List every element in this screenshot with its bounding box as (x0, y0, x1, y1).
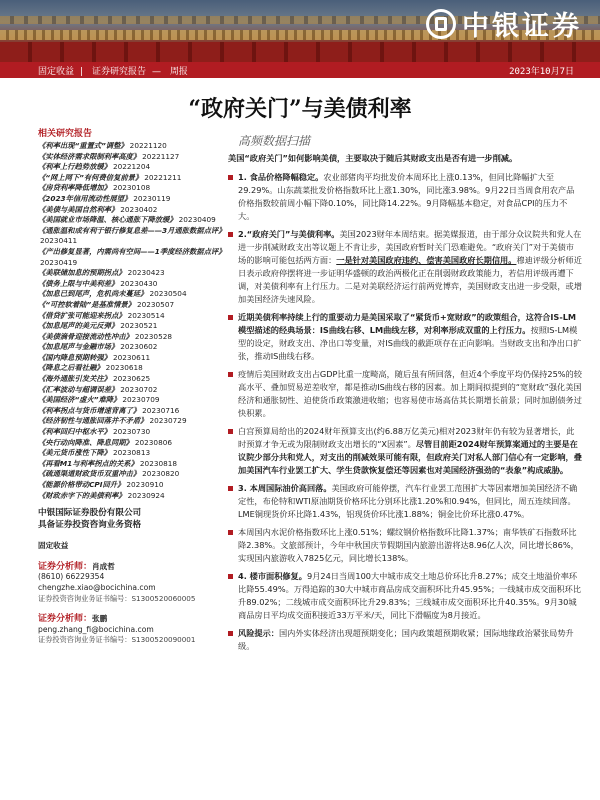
related-report-date: 20230924 (127, 490, 165, 500)
related-report-date: 20230813 (112, 448, 151, 458)
paragraph-text: 白宫预算局给出的2024财年预算支出(约6.88万亿美元)相对2023财年仍有较为显著增长，此时预算才争无或为限制财政支出增长的“X因素”。 (238, 426, 575, 449)
related-report-date: 20230409 (178, 215, 216, 225)
content-paragraph (228, 311, 582, 363)
related-reports-heading: 相关研究报告 (38, 129, 93, 139)
related-report-date: 20230528 (134, 331, 172, 341)
related-report-date: 20230119 (133, 193, 171, 203)
related-report-title: 《汇率波动与超调误差》 (38, 384, 119, 394)
related-report-title: 《借贷扩张可能迎来拐点》 (38, 310, 126, 320)
related-report-date: 20221204 (112, 162, 151, 172)
related-report-title: 《再看M1与利率拐点的关系》 (38, 458, 138, 468)
paragraph-text: 疫情后美国财政支出占GDP比重一度畸高，随后虽有所回落，但近4个季度平均仍保持25%的较高水平、叠加贸易逆差收窄，都是推动IS曲线右移的因素。加上期间拟提到的“宽财政”强化美国经济和通胀韧性、迫使货币政策激进收缩；也容易使市场高估其长期增长前景；同时加剧债务过快积累。 (238, 369, 582, 418)
related-report-title: 《产出修复显著，内需尚有空间——1季度经济数据点评》 (38, 246, 226, 256)
related-report-item[interactable] (38, 427, 226, 438)
related-report-title: 《降息之后看社融》 (38, 363, 104, 373)
related-report-item[interactable] (38, 247, 226, 268)
related-report-date: 20230108 (112, 183, 151, 193)
paragraph-text: 本周国内水泥价格指数环比上涨0.51%；螺纹钢价格指数环比降1.37%；南华铁矿石指数环比降2.38%。文旅部预计，今年中秋国庆节假期国内旅游出游将达8.96亿人次，同比增长86%，实现国内旅游收入7825亿元，同比增长138%。 (238, 527, 579, 563)
related-report-title: 《美债与美国自然利率》 (38, 204, 119, 214)
paragraph-bold2: 尽管目前距2024财年预算案通过的主要是在议院少部分共和党人，对支出的削减效果可能有限，但政府关门对私人部门信心有一定影响，叠加美国汽车行业罢工扩大、学生贷款恢复偿还等因素也对美国经济强劲的“表象”构成威胁。 (238, 439, 582, 475)
related-report-title: 《美元货币涨性下降》 (38, 448, 111, 458)
bullet-square-icon (228, 530, 233, 535)
content-paragraph (228, 627, 582, 653)
related-report-date: 20230702 (120, 384, 158, 394)
related-report-title: 《“可控软着陆”是基准情景》 (38, 299, 135, 309)
related-report-date: 20230430 (120, 278, 158, 288)
analyst-block (38, 614, 226, 646)
related-report-item[interactable] (38, 416, 226, 427)
related-report-item[interactable] (38, 469, 226, 480)
analyst-email[interactable]: peng.zhang_fi@bocichina.com (38, 624, 154, 634)
related-report-date: 20230602 (120, 342, 158, 352)
report-title: “政府关门”与美债利率 (188, 96, 412, 122)
related-report-item[interactable] (38, 152, 226, 163)
bullet-square-icon (228, 429, 233, 434)
sector-label: 固定收益 (38, 541, 69, 551)
content-paragraph (228, 425, 582, 477)
related-report-title: 《加息尾声与金融市场》 (38, 342, 119, 352)
paragraph-bold: 4. 楼市面积修复。 (238, 571, 307, 581)
analyst-role: 证券分析师： (38, 561, 93, 572)
related-report-date: 20230716 (142, 405, 180, 415)
related-report-item[interactable] (38, 279, 226, 290)
related-report-item[interactable] (38, 342, 226, 353)
related-report-date: 20230730 (112, 427, 151, 437)
info-bar (0, 62, 600, 78)
related-report-date: 20230910 (126, 480, 164, 489)
related-report-item[interactable] (38, 194, 226, 205)
sector-label-block (38, 541, 226, 552)
content-paragraph (228, 171, 582, 223)
related-report-item[interactable] (38, 173, 226, 184)
related-report-date: 20221127 (142, 151, 180, 161)
related-report-item[interactable] (38, 311, 226, 322)
related-report-date: 20230504 (149, 289, 187, 299)
related-report-item[interactable] (38, 226, 226, 247)
related-report-item[interactable] (38, 363, 226, 374)
related-report-item[interactable] (38, 162, 226, 173)
related-report-title: 《利率拐点与货币增速背离了》 (38, 405, 141, 415)
analyst-cert: 证券投资咨询业务证书编号：S1300520060005 (38, 593, 196, 603)
related-report-title: 《加息尾声的美元反弹》 (38, 321, 119, 331)
bank-logo-icon (426, 9, 456, 39)
banner-wall (0, 42, 600, 62)
analyst-block (38, 562, 226, 604)
paragraph-bold: 1. 食品价格降幅稳定。 (238, 172, 324, 182)
content-paragraph (228, 368, 582, 420)
related-report-item[interactable] (38, 480, 226, 491)
related-report-date: 20221120 (129, 141, 167, 150)
paragraph-bold: 近期美债利率持续上行的重要动力是美国采取了“紧货币+宽财政”的政策组合，这符合IS-LM模型描述的经典场景：IS曲线右移、LM曲线左移，对利率形成双重的上行压力。 (238, 312, 577, 335)
related-report-title: 《2023年信用流动性展望》 (38, 193, 132, 203)
section-labels: 固定收益 | 证券研究报告 — 周报 (38, 66, 188, 77)
paragraph-text: 国内外实体经济出现超预期变化；国内政策超预期收紧；国际地缘政治紧张局势升级。 (238, 628, 574, 651)
brand-logo (426, 4, 582, 43)
related-report-item[interactable] (38, 289, 226, 300)
related-report-date: 20230507 (136, 299, 175, 309)
related-report-date: 20230820 (142, 469, 180, 479)
header-banner (0, 0, 600, 62)
analyst-name: 张鹏 (92, 614, 108, 624)
related-report-title: 《加息已到尾声，危机尚未蔓延》 (38, 289, 148, 299)
related-report-item[interactable] (38, 459, 226, 470)
analyst-email[interactable]: chengzhe.xiao@bocichina.com (38, 582, 156, 592)
related-report-title: 《海外通胀引发关注》 (38, 374, 111, 384)
related-report-date: 20230729 (149, 416, 187, 426)
related-report-item[interactable] (38, 395, 226, 406)
report-subtitle: 高频数据扫描 (238, 134, 311, 148)
related-report-title: 《美国就业市场降温、核心通胀下降放缓》 (38, 215, 177, 225)
related-report-item[interactable] (38, 321, 226, 332)
related-report-title: 《利率回归中枢水平》 (38, 427, 111, 437)
section-label: 周报 (169, 66, 188, 77)
related-report-title: 《利率上行趋势放缓》 (38, 162, 111, 172)
section-label: 证券研究报告 (91, 66, 146, 77)
main-content (228, 152, 582, 658)
related-report-item[interactable] (38, 268, 226, 279)
related-report-item[interactable] (38, 183, 226, 194)
firm-info (38, 507, 226, 531)
related-report-title: 《美联储加息的预期拐点》 (38, 268, 126, 278)
firm-qualification: 具备证券投资咨询业务资格 (38, 520, 142, 531)
content-paragraph (228, 228, 582, 306)
bullet-square-icon (228, 372, 233, 377)
related-report-title: 《利率出现“重置式”调整》 (38, 141, 128, 150)
related-report-title: 《能源价格带动CPI回升》 (38, 480, 125, 489)
related-report-title: 《实体经济需求限制利率高度》 (38, 151, 141, 161)
paragraph-underline: 一是针对美国政府违约、偿害美国政府长期信用。 (336, 255, 517, 265)
related-report-date: 20230818 (139, 458, 178, 468)
bullet-square-icon (228, 232, 233, 237)
section-label: 固定收益 (38, 66, 75, 77)
related-report-item[interactable] (38, 491, 226, 502)
related-report-title: 《央行动向降准、降息同期》 (38, 437, 133, 447)
content-paragraph (228, 526, 582, 565)
bullet-square-icon (228, 631, 233, 636)
content-paragraph (228, 482, 582, 521)
related-report-title: 《疏通渠道财政货币双重冲击》 (38, 469, 141, 479)
related-report-item[interactable] (38, 205, 226, 216)
paragraph-bold: 2.“政府关门”与美债利率。 (238, 229, 340, 239)
related-report-date: 20230514 (127, 310, 165, 320)
paragraph-text: 9月24日当周100大中城市成交土地总价环比升8.27%；成交土地溢价率环比降55.49%。万得追踪的30大中城市商品房成交面积环比升45.95%；一线城市成交面积环比升89.02%；二线城市成交面积环比升29.83%；三线城市成交面积环比升40.35%。9月30城商品房日平均成交面积接近33万平米/天，同比下滑幅度为8月接近。 (238, 571, 582, 620)
paragraph-text: 美国政府可能停摆，汽车行业罢工范围扩大等因素增加美国经济不确定性，布伦特和WTI原油期货价格环比分别环比涨1.20%和0.94%，但同比，周五连续回落。LME铜现货价环比降1.43%，铝现货价环比涨1.88%；铜金比价环比涨0.47%。 (238, 483, 578, 519)
paragraph-text: 美国2023财年本周结束。据美媒报道，由于部分众议院共和党人在进一步削减财政支出等议题上不肯让步，美国政府暂时关门恐难避免。“政府关门”对于美债市场的影响可能包括两方面： (238, 229, 582, 265)
related-report-title: 《通胀温和成有利于银行修复息差——3月通胀数据点评》 (38, 225, 226, 235)
paragraph-list (228, 171, 582, 653)
content-paragraph (228, 570, 582, 622)
paragraph-text: 按照IS-LM模型的设定，财政支出、净出口等变量，对IS曲线的截距项存在正向影响。当财政支出和净出口扩张，推动IS曲线右移。 (238, 325, 582, 361)
related-report-title: 《“网上网下”有何费倍复前景》 (38, 172, 143, 182)
firm-name: 中银国际证券股份有限公司 (38, 508, 142, 519)
related-report-date: 20230521 (120, 321, 158, 331)
bullet-square-icon (228, 574, 233, 579)
related-report-title: 《美国经济“虚火”难降》 (38, 395, 121, 405)
paragraph-text: 农业部猪肉平均批发价本周环比上涨0.13%，但同比降幅扩大至29.29%。山东蔬菜批发价格指数环比上涨1.30%，同比涨3.98%。9月22日当周食用农产品价格指数较前周小幅下降0.10%，同比降14.22%。9月降幅基本稳定，对食品CPI的压力不大。 (238, 172, 575, 221)
lead-summary: 美国“政府关门”如何影响美债，主要取决于随后其财政支出是否有进一步削减。 (228, 153, 518, 163)
related-report-date: 20230611 (112, 352, 151, 362)
paragraph-text2: 穆迪评级分析师近日表示政府停摆将进一步证明华盛顿的政治两极化正在削弱财政政策能力，若信用评级再遭下调，对美债利率有上行压力。二是对美联经济运行前两党博弈，美国财政支出进一步受限，或增加美国经济失速风险。 (238, 255, 582, 304)
related-report-title: 《经济韧性与通胀回落并不矛盾》 (38, 416, 148, 426)
analyst-name: 肖成哲 (92, 561, 115, 571)
related-report-date: 20230625 (112, 374, 151, 384)
analyst-role: 证券分析师： (38, 614, 93, 625)
analyst-cert: 证券投资咨询业务证书编号：S1300520090001 (38, 635, 196, 645)
related-report-date: 20230402 (120, 204, 158, 214)
related-report-item[interactable] (38, 141, 226, 152)
sidebar (38, 126, 226, 646)
related-report-date: 20230419 (40, 257, 78, 267)
related-report-item[interactable] (38, 406, 226, 417)
paragraph-bold: 3. 本周国际油价高回落。 (238, 483, 332, 493)
bullet-square-icon (228, 486, 233, 491)
related-report-title: 《房贷利率降低增加》 (38, 183, 111, 193)
related-report-item[interactable] (38, 332, 226, 343)
related-report-item[interactable] (38, 438, 226, 449)
related-report-title: 《债务上限与中美利差》 (38, 278, 119, 288)
analyst-phone: (8610) 66229354 (38, 572, 105, 582)
related-report-date: 20221211 (144, 172, 182, 182)
related-report-item[interactable] (38, 374, 226, 385)
related-report-date: 20230618 (105, 363, 143, 373)
related-report-title: 《美债滴骨迎接流动性冲击》 (38, 331, 133, 341)
related-report-date: 20230423 (127, 268, 165, 278)
bullet-square-icon (228, 315, 233, 320)
related-report-item[interactable] (38, 353, 226, 364)
related-report-date: 20230806 (134, 437, 172, 447)
report-date: 2023年10月7日 (509, 66, 574, 77)
paragraph-bold: 风险提示： (238, 628, 279, 638)
related-report-item[interactable] (38, 300, 226, 311)
bullet-square-icon (228, 175, 233, 180)
related-report-item[interactable] (38, 215, 226, 226)
related-reports-list (38, 141, 226, 501)
related-report-title: 《财政赤字下的美债利率》 (38, 490, 126, 500)
brand-name: 中银证券 (462, 11, 582, 42)
related-report-item[interactable] (38, 385, 226, 396)
related-report-date: 20230709 (122, 395, 160, 405)
related-report-title: 《国内降息预期转强》 (38, 352, 111, 362)
related-report-date: 20230411 (40, 236, 78, 246)
related-report-item[interactable] (38, 448, 226, 459)
